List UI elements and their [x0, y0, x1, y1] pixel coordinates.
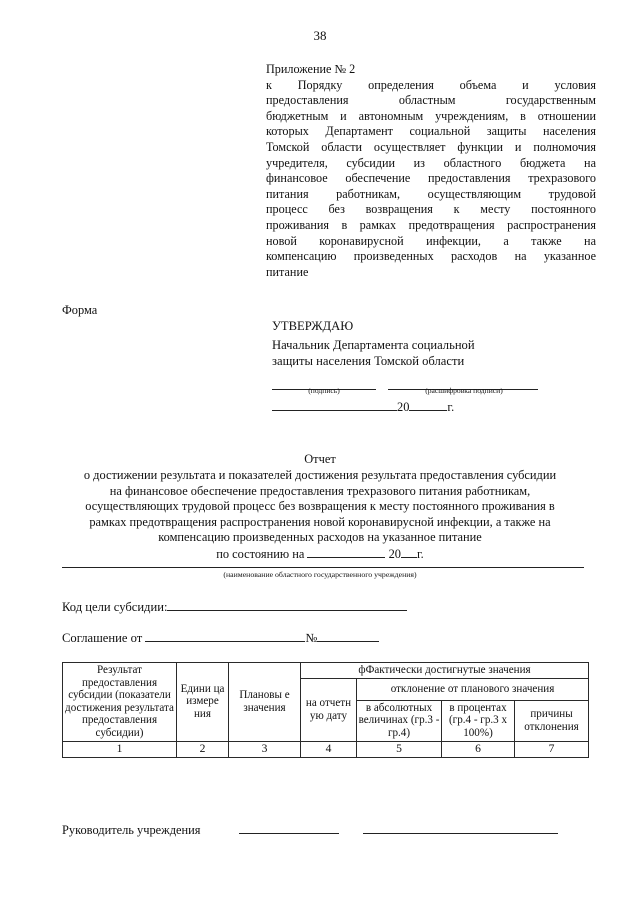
agreement-number-blank[interactable] [317, 629, 379, 642]
appendix-line-10: проживания в рамках предотвращения распространения [266, 217, 596, 232]
report-line-4: рамках предотвращения распространения новой коронавирусной инфекции, а также на [89, 514, 551, 529]
institution-caption: (наименование областного государственного учреждения) [223, 570, 417, 579]
table-col2-header: Едини ца измере ния [177, 663, 229, 742]
agreement-field [62, 629, 379, 646]
appendix-line-4: которых Департамент социальной защиты населения [266, 124, 596, 139]
decoding-caption: (расшифровка подписи) [425, 386, 503, 395]
appendix-line-8: питания работникам, осуществляющим трудовой [266, 186, 596, 201]
form-label: Форма [62, 303, 98, 317]
table-col4-header: на отчетн ую дату [301, 678, 357, 741]
approval-block [272, 318, 475, 370]
table-number-5: 5 [357, 741, 442, 758]
approval-heading: УТВЕРЖДАЮ [272, 319, 354, 333]
subsidy-code-label: Код цели субсидии: [62, 600, 168, 614]
as-of-date-blank[interactable] [307, 545, 385, 558]
table-number-2: 2 [177, 741, 229, 758]
approval-year-tail: г. [447, 400, 455, 414]
approval-official-line-1: Начальник Департамента социальной [272, 337, 475, 352]
table-number-row [63, 741, 589, 758]
table-col5-header: в абсолютных величинах (гр.3 - гр.4) [357, 700, 442, 741]
appendix-line-12: компенсацию произведенных расходов на указанное [266, 249, 596, 264]
as-of-year: 20 [388, 547, 401, 562]
table-col7-header: причины отклонения [515, 700, 589, 741]
approval-year-blank[interactable] [409, 398, 447, 411]
appendix-title: Приложение № 2 [266, 62, 356, 76]
footer-decoding-blank[interactable] [363, 822, 558, 834]
table-number-4: 4 [301, 741, 357, 758]
subsidy-code-field [62, 598, 407, 615]
agreement-number-label: № [305, 631, 318, 645]
appendix-line-13: питание [266, 264, 309, 279]
approval-official-line-2: защиты населения Томской области [272, 354, 465, 368]
table-header-row-1 [63, 663, 589, 679]
footer-head-label: Руководитель учреждения [62, 823, 201, 837]
table-deviation-group-header: отклонение от планового значения [357, 678, 589, 700]
table-col1-header: Результат предоставления субсидии (показатели достижения результата предоставления субсидии) [63, 663, 177, 742]
table-col6-header: в процентах (гр.4 - гр.3 х 100%) [442, 700, 515, 741]
signature-captions [272, 386, 562, 395]
report-line-2: на финансовое обеспечение предоставления трехразового питания работникам, [109, 483, 531, 498]
appendix-line-3: бюджетным и автономным учреждениям, в отношении [266, 108, 596, 123]
approval-date-row [272, 398, 454, 415]
approval-date-blank[interactable] [272, 398, 397, 411]
report-line-5: компенсацию произведенных расходов на указанное питание [158, 530, 482, 545]
footer-signature-blank[interactable] [239, 822, 339, 834]
as-of-label: по состоянию на [216, 547, 305, 562]
table-actual-group-header: фФактически достигнутые значения [301, 663, 589, 679]
appendix-line-5: Томской области осуществляет функции и полномочия [266, 139, 596, 154]
appendix-header-block [266, 62, 596, 280]
page-number: 38 [313, 28, 327, 43]
results-table [62, 662, 589, 758]
report-as-of-row [40, 545, 600, 562]
appendix-line-6: учредителя, субсидии из областного бюджета на [266, 155, 596, 170]
agreement-date-blank[interactable] [145, 629, 305, 642]
appendix-line-9: процесс без возвращения к месту постоянного [266, 202, 596, 217]
appendix-line-7: финансовое обеспечение предоставления трехразового [266, 171, 596, 186]
appendix-line-1: к Порядку определения объема и условия [266, 77, 596, 92]
signature-caption: (подпись) [308, 386, 340, 395]
report-title-block [40, 452, 600, 563]
appendix-line-11: новой коронавирусной инфекции, а также на [266, 233, 596, 248]
report-line-3: осуществляющих трудовой процесс без возвращения к месту постоянного проживания в [85, 499, 555, 514]
footer-signature-row [62, 822, 592, 838]
subsidy-code-input-blank[interactable] [167, 598, 407, 611]
as-of-suffix: г. [416, 547, 424, 562]
table-number-7: 7 [515, 741, 589, 758]
table-number-3: 3 [229, 741, 301, 758]
report-line-1: о достижении результата и показателей достижения результата предоставления субсидии [83, 468, 557, 483]
agreement-label: Соглашение от [62, 631, 143, 645]
table-number-1: 1 [63, 741, 177, 758]
as-of-year-blank[interactable] [401, 545, 417, 558]
table-col3-header: Плановы е значения [229, 663, 301, 742]
table-number-6: 6 [442, 741, 515, 758]
appendix-line-2: предоставления областным государственным [266, 93, 596, 108]
institution-name-blank[interactable] [62, 566, 584, 568]
report-title: Отчет [304, 452, 336, 466]
approval-year: 20 [397, 400, 410, 414]
